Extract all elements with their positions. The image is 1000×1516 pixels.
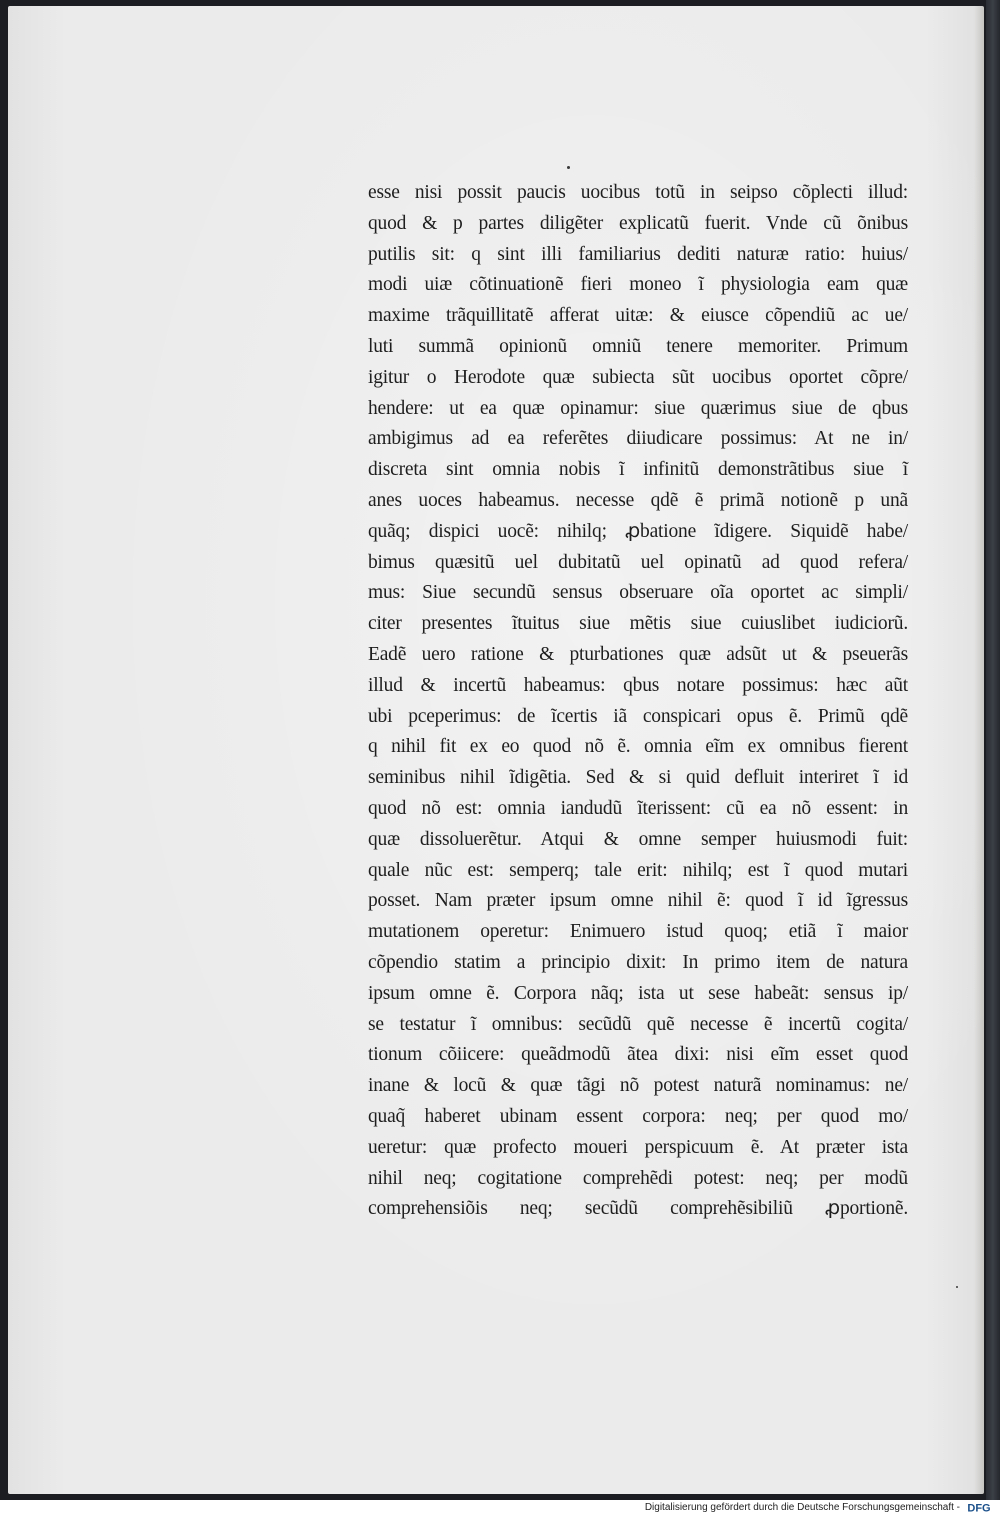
text-line: luti summã opinionũ omniũ tenere memoriter. Primum <box>368 335 908 357</box>
text-line: quãq; dispici uocẽ: nihilq; ꝓbatione ĩdigere. Siquidẽ habe/ <box>368 520 908 542</box>
text-line: anes uoces habeamus. necesse qdẽ ẽ primã notionẽ p unã <box>368 489 908 511</box>
text-line: ambigimus ad ea referẽtes diiudicare possimus: At ne in/ <box>368 428 908 450</box>
text-line: Eadẽ uero ratione & pturbationes quæ adsũt ut & pseuerãs <box>368 643 908 665</box>
text-line: citer presentes ĩtuitus siue mẽtis siue cuiuslibet iudiciorũ. <box>368 613 908 635</box>
text-line: se testatur ĩ omnibus: secũdũ quẽ necesse ẽ incertũ cogita/ <box>368 1013 908 1035</box>
text-line: illud & incertũ habeamus: qbus notare possimus: hæc aũt <box>368 674 908 696</box>
text-line: ubi pceperimus: de ĩcertis iã conspicari opus ẽ. Primũ qdẽ <box>368 705 908 727</box>
text-line: q nihil fit ex eo quod nõ ẽ. omnia eĩm ex omnibus fierent <box>368 736 908 758</box>
text-line: hendere: ut ea quæ opinamur: siue quærimus siue de qbus <box>368 397 908 419</box>
body-text-block <box>368 178 908 1225</box>
text-line: igitur o Herodote quæ subiecta sũt uocibus oportet cõpre/ <box>368 366 908 388</box>
text-line: mutationem operetur: Enimuero istud quoq; etiã ĩ maior <box>368 921 908 943</box>
footer-credit: Digitalisierung gefördert durch die Deutsche Forschungsgemeinschaft - <box>644 1502 960 1513</box>
text-line: ipsum omne ẽ. Corpora nãq; ista ut sese habeãt: sensus ip/ <box>368 982 908 1004</box>
text-line: posset. Nam præter ipsum omne nihil ẽ: quod ĩ id ĩgressus <box>368 890 908 912</box>
text-line: seminibus nihil ĩdigẽtia. Sed & si quid defluit interiret ĩ id <box>368 767 908 789</box>
text-line: comprehensiõis neq; secũdũ comprehẽsibiliũ ꝓportionẽ. <box>368 1198 908 1220</box>
text-line: quale nũc est: semperq; tale erit: nihilq; est ĩ quod mutari <box>368 859 908 881</box>
book-edge <box>986 0 1000 1500</box>
ink-speck <box>956 1286 958 1288</box>
text-line: modi uiæ cõtinuationẽ fieri moneo ĩ physiologia eam quæ <box>368 274 908 296</box>
dfg-logo-text: DFG <box>967 1502 991 1514</box>
text-line: quaq̃ haberet ubinam essent corpora: neq; per quod mo/ <box>368 1105 908 1127</box>
ink-speck <box>567 166 570 169</box>
text-line: quod nõ est: omnia iandudũ ĩterissent: cũ ea nõ essent: in <box>368 797 908 819</box>
text-line: esse nisi possit paucis uocibus totũ in seipso cõplecti illud: <box>368 182 908 203</box>
text-line: ueretur: quæ profecto moueri perspicuum ẽ. At præter ista <box>368 1136 908 1158</box>
dfg-logo <box>964 1501 994 1514</box>
text-line: cõpendio statim a principio dixit: In primo item de natura <box>368 951 908 973</box>
text-line: bimus quæsitũ uel dubitatũ uel opinatũ ad quod refera/ <box>368 551 908 573</box>
footer-bar <box>0 1500 1000 1516</box>
text-line: inane & locũ & quæ tãgi nõ potest naturã nominamus: ne/ <box>368 1075 908 1097</box>
text-line: quæ dissoluerẽtur. Atqui & omne semper huiusmodi fuit: <box>368 828 908 850</box>
text-line: quod & p partes diligẽter explicatũ fuerit. Vnde cũ õnibus <box>368 212 908 234</box>
text-line: mus: Siue secundũ sensus obseruare oĩa oportet ac simpli/ <box>368 582 908 604</box>
text-line: nihil neq; cogitatione comprehẽdi potest: neq; per modũ <box>368 1167 908 1189</box>
text-line: maxime trãquillitatẽ afferat uitæ: & eiusce cõpendiũ ac ue/ <box>368 305 908 327</box>
text-line: discreta sint omnia nobis ĩ infinitũ demonstrãtibus siue ĩ <box>368 459 908 481</box>
page-edge-shadow <box>974 6 984 1494</box>
text-line: putilis sit: q sint illi familiarius dediti naturæ ratio: huius/ <box>368 243 908 265</box>
text-line: tionum cõiicere: queãdmodũ ãtea dixi: nisi eĩm esset quod <box>368 1044 908 1066</box>
